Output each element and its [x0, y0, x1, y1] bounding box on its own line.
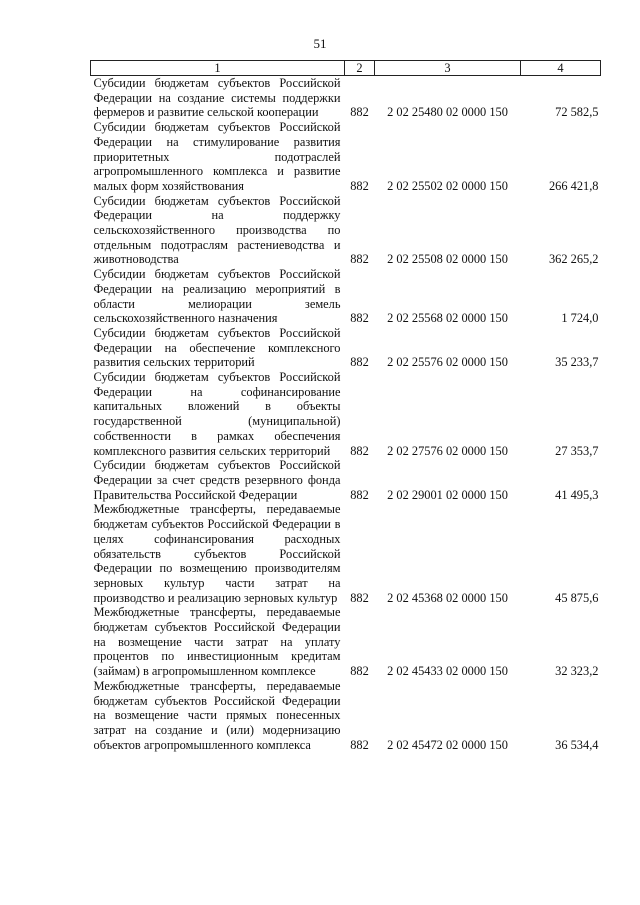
row-amount-cell: 41 495,3 — [555, 487, 599, 502]
row-amount-cell: 35 233,7 — [555, 355, 599, 370]
row-budget-code-cell: 2 02 25568 02 0000 150 — [387, 311, 508, 326]
column-header-3: 3 — [375, 61, 521, 76]
row-amount-cell: 362 265,2 — [548, 252, 599, 267]
row-amount-cell: 45 875,6 — [555, 590, 599, 605]
column-header-1: 1 — [91, 61, 345, 76]
row-admin-code-cell: 882 — [350, 487, 369, 502]
row-name-cell: Субсидии бюджетам субъектов Российской Федерации на создание системы поддержки фермеров и развитие сельской кооперации — [93, 76, 341, 120]
row-name-cell: Субсидии бюджетам субъектов Российской Федерации на поддержку сельскохозяйственного производства по отдельным подотраслям растениеводства и животноводства — [93, 193, 341, 267]
row-budget-code-cell: 2 02 29001 02 0000 150 — [387, 487, 508, 502]
row-admin-code-cell: 882 — [350, 311, 369, 326]
row-budget-code-cell: 2 02 25480 02 0000 150 — [387, 105, 508, 120]
row-admin-code-cell: 882 — [350, 178, 369, 193]
row-admin-code-cell: 882 — [350, 664, 369, 679]
row-budget-code-cell: 2 02 25576 02 0000 150 — [387, 355, 508, 370]
row-amount-cell: 266 421,8 — [548, 178, 599, 193]
row-budget-code-cell: 2 02 45433 02 0000 150 — [387, 664, 508, 679]
row-name-cell: Субсидии бюджетам субъектов Российской Федерации на реализацию мероприятий в области мелиорации земель сельскохозяйственного назначения — [93, 267, 341, 326]
row-budget-code-cell: 2 02 25508 02 0000 150 — [387, 252, 508, 267]
row-name-cell: Субсидии бюджетам субъектов Российской Федерации за счет средств резервного фонда Правительства Российской Федерации — [93, 458, 341, 502]
table-row — [91, 120, 601, 194]
row-admin-code-cell: 882 — [350, 443, 369, 458]
row-admin-code-cell: 882 — [350, 105, 369, 120]
table-row — [91, 458, 601, 502]
row-amount-cell: 36 534,4 — [555, 737, 599, 752]
row-name-cell: Субсидии бюджетам субъектов Российской Федерации на стимулирование развития приоритетных подотраслей агропромышленного комплекса и развитие малых форм хозяйствования — [93, 120, 341, 193]
column-header-4: 4 — [521, 61, 601, 76]
row-admin-code-cell: 882 — [350, 590, 369, 605]
budget-table — [90, 60, 601, 752]
row-name-cell: Межбюджетные трансферты, передаваемые бюджетам субъектов Российской Федерации на возмещение части прямых понесенных затрат на создание и (или) модернизацию объектов агропромышленного комплекса — [93, 678, 341, 752]
table-row — [91, 76, 601, 121]
table-row — [91, 370, 601, 458]
row-admin-code-cell: 882 — [350, 355, 369, 370]
row-name-cell: Субсидии бюджетам субъектов Российской Федерации на обеспечение комплексного развития сельских территорий — [93, 325, 341, 370]
row-admin-code-cell: 882 — [350, 737, 369, 752]
row-name-cell: Межбюджетные трансферты, передаваемые бюджетам субъектов Российской Федерации в целях софинансирования расходных обязательств субъектов Российской Федерации по возмещению производителям зерновых культур части затрат на производство и реализацию зерновых культур — [93, 502, 341, 605]
row-admin-code-cell: 882 — [350, 252, 369, 267]
table-row — [91, 326, 601, 370]
table-row — [91, 267, 601, 326]
table-row — [91, 605, 601, 679]
table-row — [91, 194, 601, 268]
row-budget-code-cell: 2 02 45368 02 0000 150 — [387, 590, 508, 605]
row-budget-code-cell: 2 02 25502 02 0000 150 — [387, 178, 508, 193]
table-row — [91, 502, 601, 605]
row-amount-cell: 27 353,7 — [555, 443, 599, 458]
column-header-2: 2 — [345, 61, 375, 76]
row-name-cell: Субсидии бюджетам субъектов Российской Федерации на софинансирование капитальных вложений в объекты государственной (муниципальной) собственности в рамках обеспечения комплексного развития сельских территорий — [93, 370, 341, 458]
row-budget-code-cell: 2 02 45472 02 0000 150 — [387, 737, 508, 752]
row-name-cell: Межбюджетные трансферты, передаваемые бюджетам субъектов Российской Федерации на возмещение части затрат на уплату процентов по инвестиционным кредитам (займам) в агропромышленном комплексе — [93, 605, 341, 679]
row-budget-code-cell: 2 02 27576 02 0000 150 — [387, 443, 508, 458]
page-number: 51 — [313, 36, 327, 51]
table-header-row — [91, 61, 601, 76]
row-amount-cell: 72 582,5 — [555, 105, 599, 120]
table-row — [91, 679, 601, 753]
row-amount-cell: 32 323,2 — [555, 664, 599, 679]
row-amount-cell: 1 724,0 — [561, 311, 599, 326]
